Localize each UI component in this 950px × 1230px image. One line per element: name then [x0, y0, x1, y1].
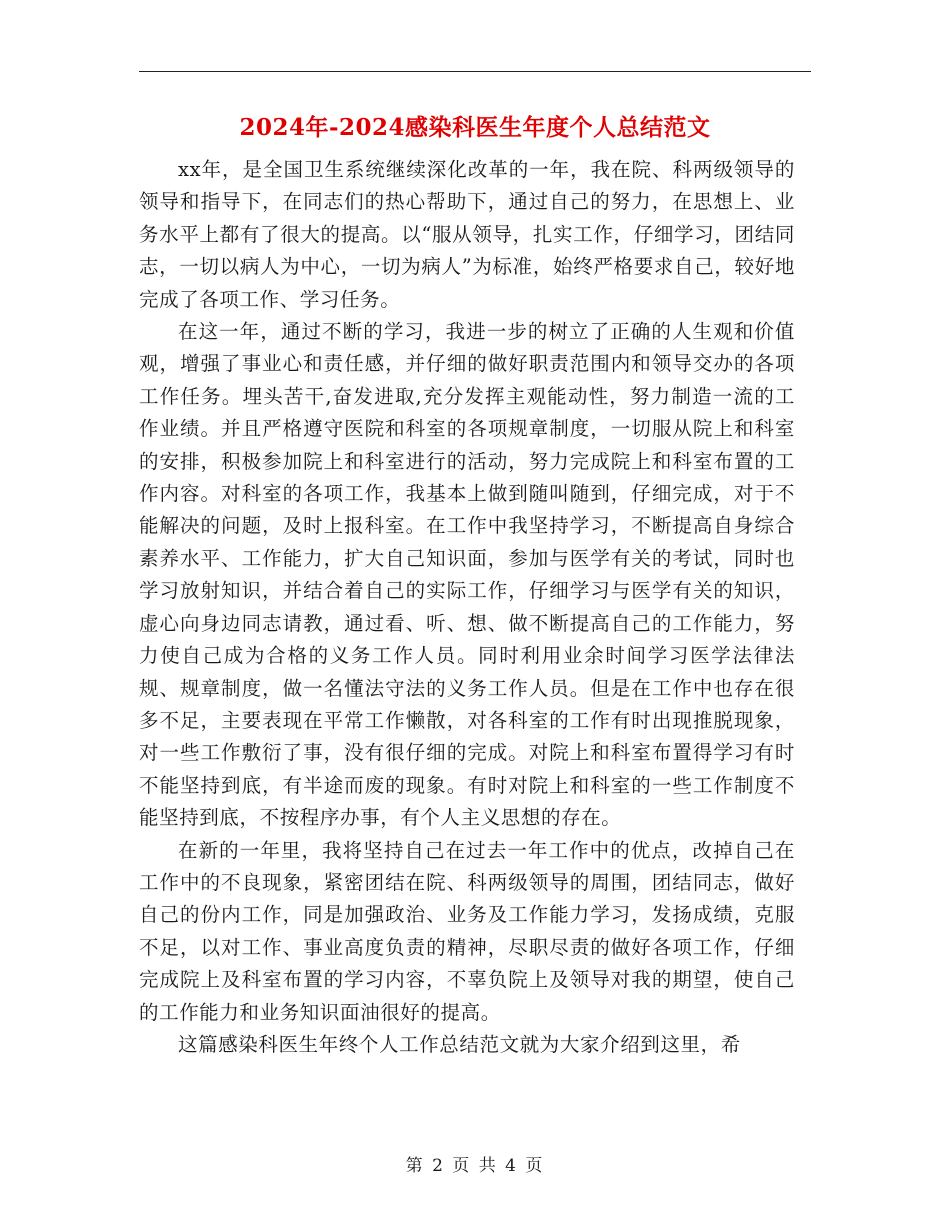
document-body — [139, 154, 795, 1061]
paragraph-2: 在这一年，通过不断的学习，我进一步的树立了正确的人生观和价值观，增强了事业心和责任感，并仔细的做好职责范围内和领导交办的各项工作任务。埋头苦干,奋发进取,充分发挥主观能动性，努力制造一流的工作业绩。并且严格遵守医院和科室的各项规章制度，一切服从院上和科室的安排，积极参加院上和科室进行的活动，努力完成院上和科室布置的工作内容。对科室的各项工作，我基本上做到随叫随到，仔细完成，对于不能解决的问题，及时上报科室。在工作中我坚持学习，不断提高自身综合素养水平、工作能力，扩大自己知识面，参加与医学有关的考试，同时也学习放射知识，并结合着自己的实际工作，仔细学习与医学有关的知识，虚心向身边同志请教，通过看、听、想、做不断提高自己的工作能力，努力使自己成为合格的义务工作人员。同时利用业余时间学习医学法律法规、规章制度，做一名懂法守法的义务工作人员。但是在工作中也存在很多不足，主要表现在平常工作懒散，对各科室的工作有时出现推脱现象，对一些工作敷衍了事，没有很仔细的完成。对院上和科室布置得学习有时不能坚持到底，有半途而废的现象。有时对院上和科室的一些工作制度不能坚持到底，不按程序办事，有个人主义思想的存在。 — [139, 320, 795, 830]
paragraph-4: 这篇感染科医生年终个人工作总结范文就为大家介绍到这里，希 — [178, 1032, 741, 1056]
document-title: 2024年-2024感染科医生年度个人总结范文 — [239, 114, 711, 141]
paragraph-1: xx年，是全国卫生系统继续深化改革的一年，我在院、科两级领导的领导和指导下，在同志们的热心帮助下，通过自己的努力，在思想上、业务水平上都有了很大的提高。以“服从领导，扎实工作，仔细学习，团结同志，一切以病人为中心，一切为病人”为标准，始终严格要求自己，较好地完成了各项工作、学习任务。 — [139, 158, 795, 311]
header-rule — [139, 71, 811, 72]
page-footer: 第 2 页 共 4 页 — [405, 1156, 545, 1176]
paragraph-3: 在新的一年里，我将坚持自己在过去一年工作中的优点，改掉自己在工作中的不良现象，紧密团结在院、科两级领导的周围，团结同志，做好自己的份内工作，同是加强政治、业务及工作能力学习，发扬成绩，克服不足，以对工作、事业高度负责的精神，尽职尽责的做好各项工作，仔细完成院上及科室布置的学习内容，不辜负院上及领导对我的期望，使自己的工作能力和业务知识面油很好的提高。 — [139, 838, 795, 1024]
